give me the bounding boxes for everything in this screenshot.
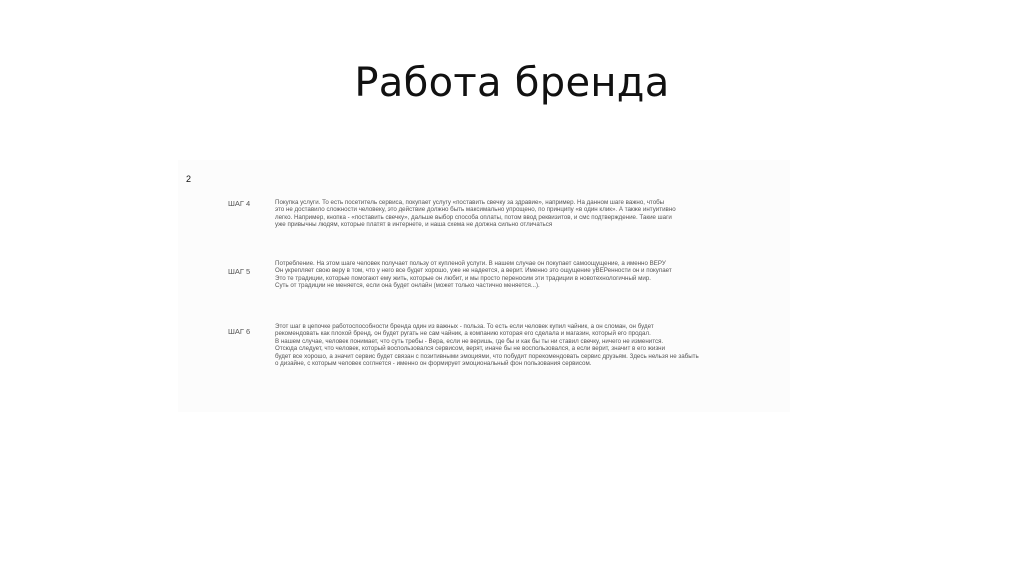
text-line: уже привычны людям, которые платят в интернете, и наша схема не должна сильно отличаться bbox=[275, 221, 553, 229]
page-number: 2 bbox=[186, 174, 192, 184]
text-line: о дизайне, с которым человек соглнется - именно он формирует эмоциональный фон пользования сервисом. bbox=[275, 360, 592, 368]
step-text bbox=[275, 260, 785, 290]
step-label: ШАГ 6 bbox=[228, 327, 251, 336]
step-text bbox=[275, 323, 785, 367]
text-line: В нашем случае, человек понимает, что суть требы - Вера, если не веришь, где бы и как бы ты ни ставил свечку, ничего не изменится. bbox=[275, 337, 664, 345]
text-line: Суть от традиции не меняется, если она будет онлайн (может только частично меняется...). bbox=[275, 282, 540, 290]
text-line: легко. Например, кнопка - «поставить свечку», дальше выбор способа оплаты, потом ввод реквизитов, и смс подтверждение. Такие шаги bbox=[275, 213, 672, 221]
step-text bbox=[275, 199, 785, 229]
text-line: будет все хорошо, а значит сервис будет связан с позитивными эмоциями, что побудит порекомендовать сервис друзьям. Здесь нельзя не забыть bbox=[275, 352, 699, 360]
text-line: Этот шаг в цепочке работоспособности бренда один из важных - польза. То есть если человек купил чайник, а он сломан, он будет bbox=[275, 323, 654, 330]
text-line: Покупка услуги. То есть посетитель сервиса, покупает услугу «поставить свечку за здравие», например. На данном шаге важно, чтобы bbox=[275, 199, 665, 206]
text-line: рекомендовать как плохой бренд, он будет ругать не сам чайник, а компанию которая его сделала и магазин, который его продал. bbox=[275, 330, 651, 338]
text-line: это не доставило сложности человеку, это действие должно быть максимально упрощено, по принципу «в один клик». А также интуитивно bbox=[275, 206, 676, 214]
text-line: Потребление. На этом шаге человек получает пользу от купленой услуги. В нашем случае он покупает самоощущение, а именно ВЕРУ bbox=[275, 260, 666, 267]
text-line: Это те традиции, которые помогают ему жить, которые он любит, и мы просто переносим эти традиции в новотехнологичный мир. bbox=[275, 274, 651, 282]
text-line: Отсюда следует, что человек, который воспользовался сервисом, верят, иначе бы не воспользовался, а если верит, значит в его жизни bbox=[275, 345, 666, 353]
text-line: Он укрепляет свою веру в том, что у него все будет хорошо, уже не надеется, а верит. Именно это ощущение уВЕРенности он и покупает bbox=[275, 267, 672, 275]
step-label: ШАГ 4 bbox=[228, 199, 251, 208]
step-label: ШАГ 5 bbox=[228, 267, 251, 276]
slide-title: Работа бренда bbox=[354, 60, 670, 106]
